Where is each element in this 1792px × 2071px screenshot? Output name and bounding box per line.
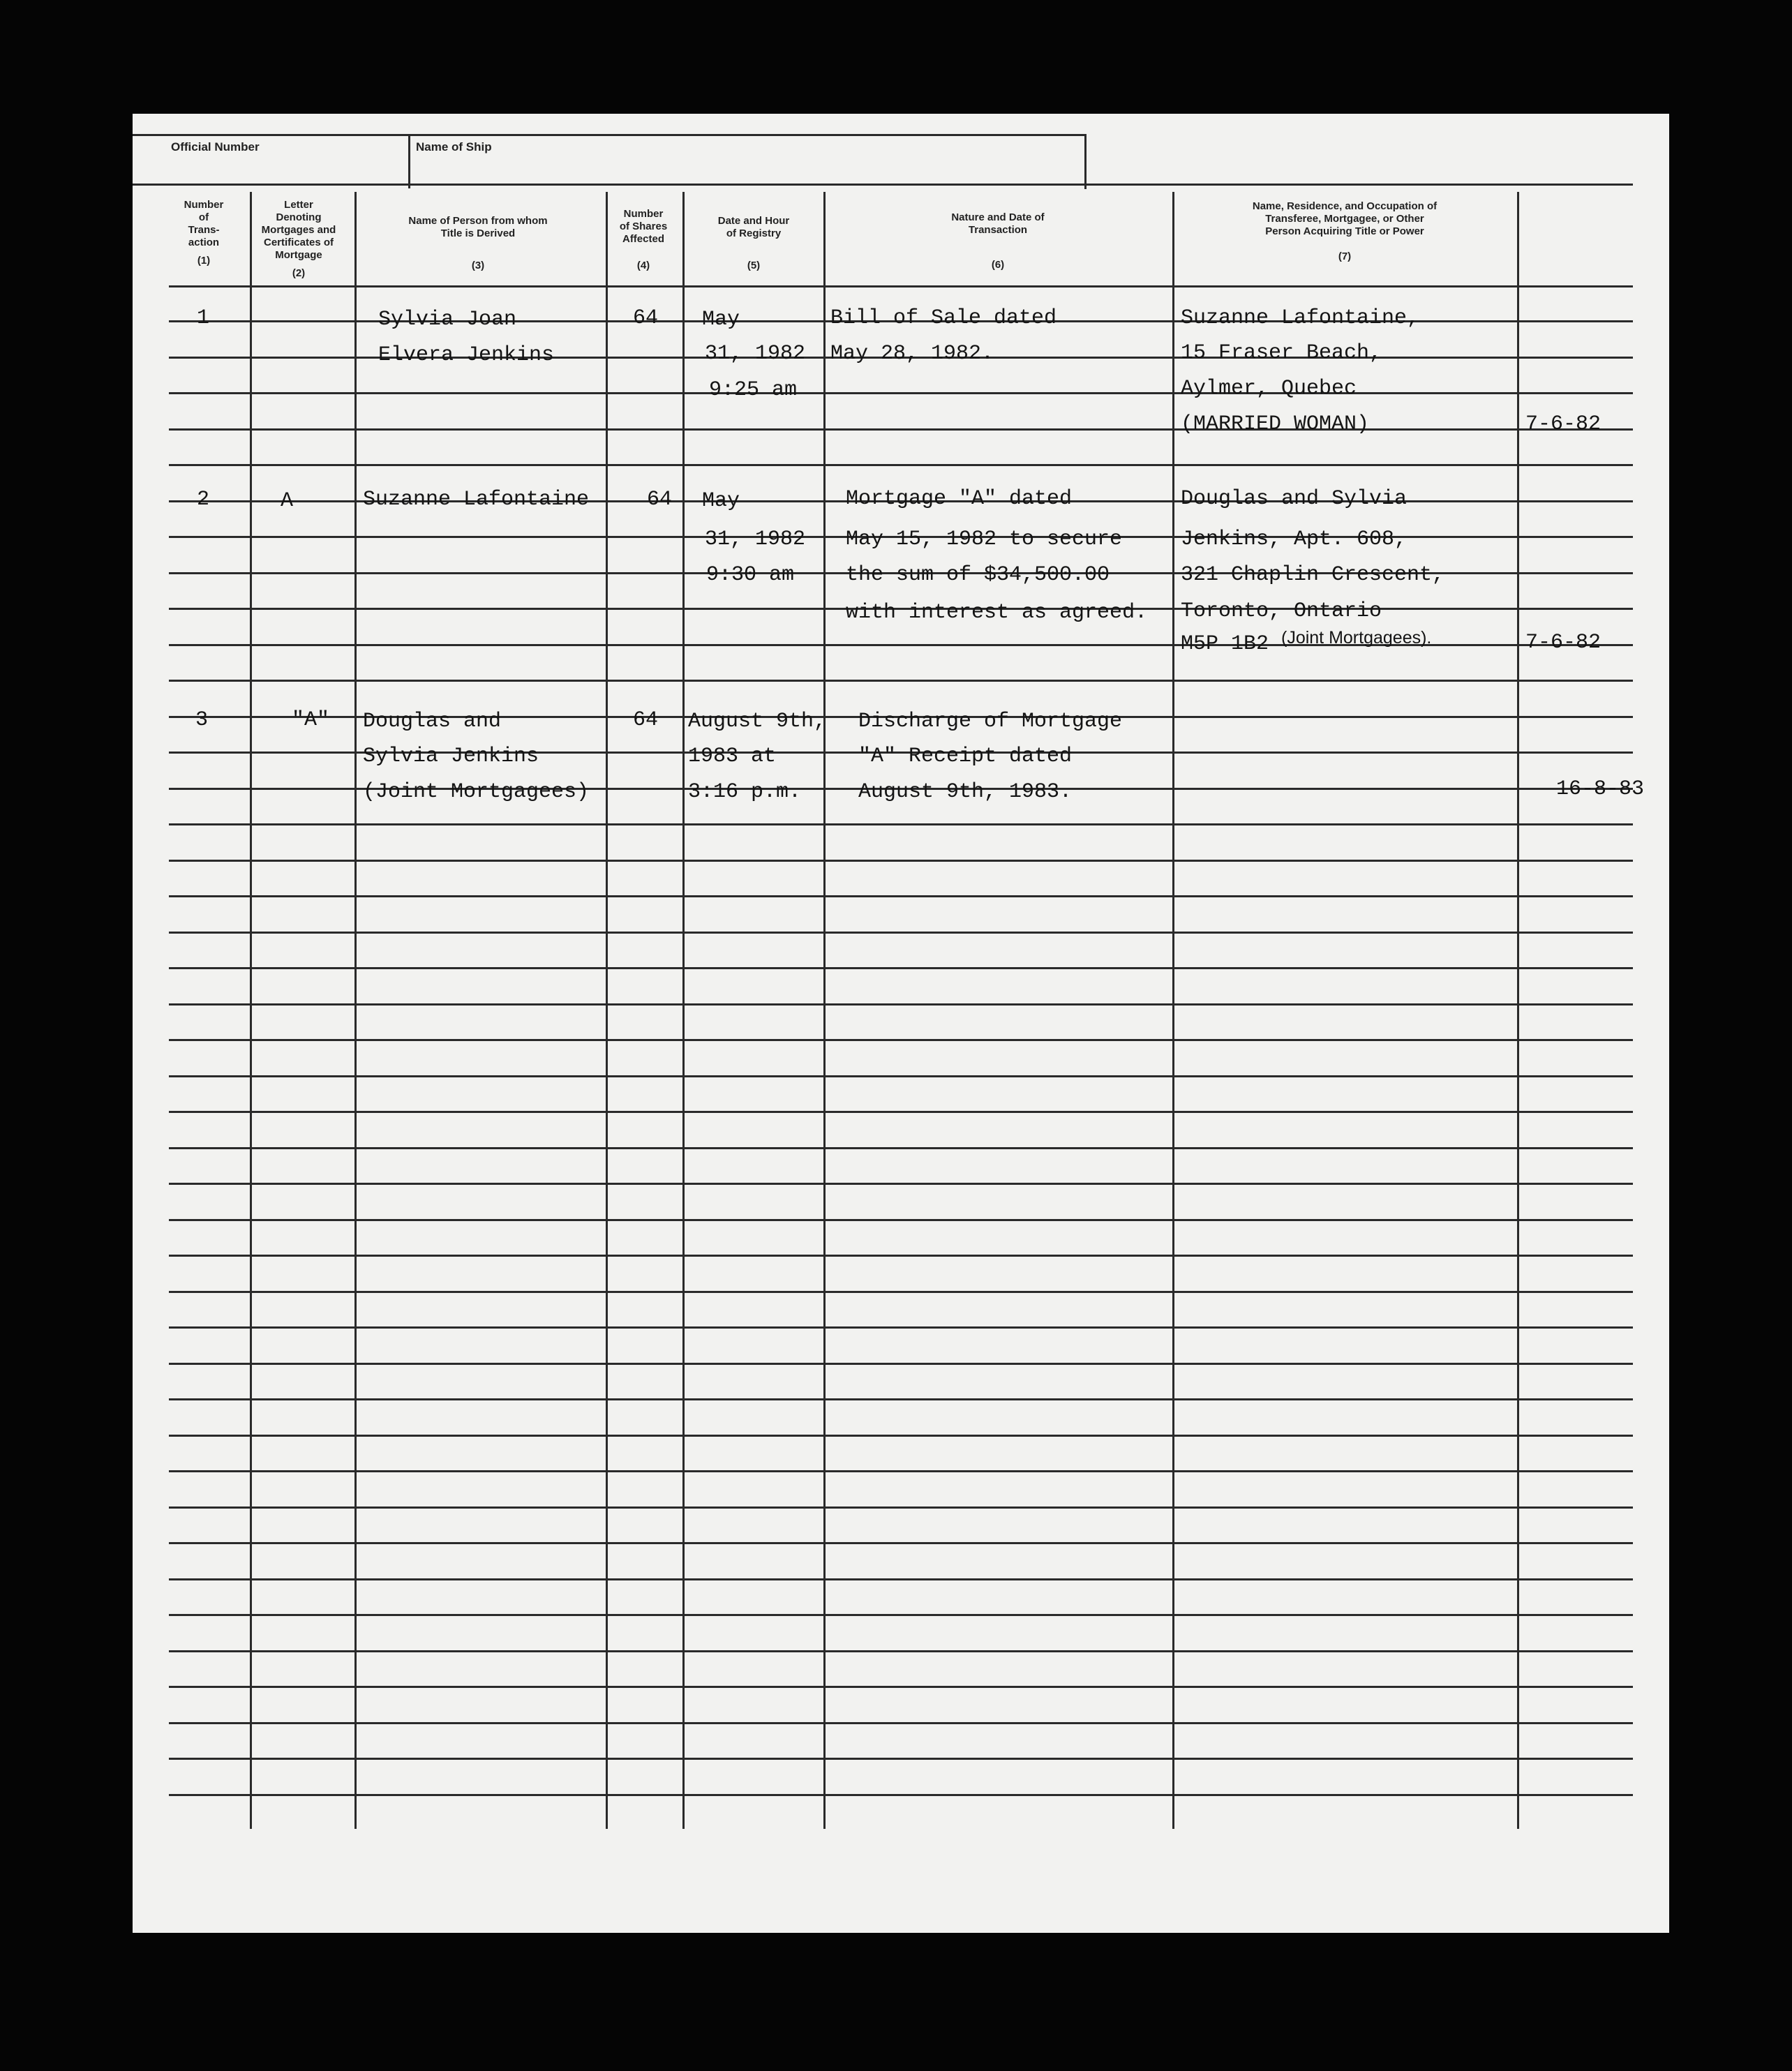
ledger-row-rule [169,1326,1633,1329]
register-sheet [133,114,1669,1933]
ledger-row-rule [169,1542,1633,1544]
ledger-row-rule [169,932,1633,934]
entry-nature-line: May 15, 1982 to secure [846,528,1123,551]
entry-registry-line: 9:30 am [706,563,795,587]
entry-letter: A [281,489,294,513]
column-number: (6) [991,259,1005,271]
ledger-row-rule [169,1219,1633,1221]
ledger-row-rule [169,428,1633,431]
ledger-row-rule [169,464,1633,466]
ledger-row-rule [169,1398,1633,1400]
entry-registry-line: 1983 at [688,745,777,768]
entry-nature-line: Mortgage "A" dated [846,487,1073,511]
column-rule [1517,192,1519,1829]
ledger-row-rule [169,1686,1633,1688]
ledger-row-rule [169,1075,1633,1077]
entry-date-entered: 16-8-83 [1556,777,1645,801]
column-title: Letter Denoting Mortgages and Certificates of Mortgage [261,199,336,261]
ledger-row-rule [169,823,1633,825]
column-title: Number of Trans- action [184,199,224,248]
entry-from-person-line: Sylvia Joan [378,308,517,331]
column-header-shares [610,208,677,272]
entry-number: 2 [197,488,210,511]
entry-shares: 64 [633,306,659,330]
column-number: (5) [747,260,761,271]
entry-shares: 64 [633,708,659,732]
entry-transferee-line: Suzanne Lafontaine, [1181,306,1420,330]
ledger-row-rule [169,1794,1633,1796]
header-top-rule [133,134,1087,136]
ledger-row-rule [169,1722,1633,1724]
column-rule [1172,192,1174,1829]
ledger-row-rule [169,1614,1633,1616]
entry-number: 1 [197,306,210,330]
column-header-registry [687,215,821,272]
entry-nature-line: the sum of $34,500.00 [846,563,1110,587]
entry-transferee-line: Jenkins, Apt. 608, [1181,528,1408,551]
ledger-row-rule [169,285,1633,287]
entry-date-entered: 7-6-82 [1525,412,1601,436]
entry-transferee-note: (Joint Mortgagees). [1281,628,1432,648]
entry-letter: "A" [292,708,330,732]
entry-registry-line: May [702,489,740,513]
column-title: Date and Hour of Registry [717,215,790,239]
column-number: (7) [1338,251,1352,262]
entry-nature-line: with interest as agreed. [846,601,1148,625]
entry-from-person-line: Douglas and [363,710,502,733]
entry-transferee-line: (MARRIED WOMAN) [1181,412,1370,436]
ledger-row-rule [169,1039,1633,1041]
ledger-row-rule [169,1363,1633,1365]
column-header-mortgage-letter [253,199,345,280]
ledger-row-rule [169,392,1633,394]
entry-transferee-line: 321 Chaplin Crescent, [1181,563,1445,587]
entry-registry-line: 3:16 p.m. [688,780,802,804]
entry-date-entered: 7-6-82 [1525,631,1601,655]
ledger-row-rule [169,1435,1633,1437]
column-number: (3) [471,260,485,271]
ledger-row-rule [169,1578,1633,1580]
ledger-row-rule [169,1291,1633,1293]
entry-nature-line: Bill of Sale dated [830,306,1057,330]
entry-from-person-line: Elvera Jenkins [378,343,555,367]
entry-shares: 64 [647,488,673,511]
entry-transferee-line: Aylmer, Quebec [1181,377,1357,401]
column-rule [606,192,608,1829]
entry-registry-line: 31, 1982 [705,342,806,366]
column-title: Number of Shares Affected [619,208,668,245]
entry-nature-line: "A" Receipt dated [858,745,1073,768]
column-rule [823,192,826,1829]
column-number: (1) [197,255,211,267]
header-bottom-rule [133,184,1633,186]
entry-from-person-line: Suzanne Lafontaine [363,488,590,511]
ledger-row-rule [169,1506,1633,1509]
entry-transferee-line: 15 Fraser Beach, [1181,341,1382,365]
entry-number: 3 [195,708,209,732]
ledger-row-rule [169,680,1633,682]
entry-registry-line: 9:25 am [709,378,798,402]
ship-box-right-rule [1084,134,1087,189]
entry-registry-line: 31, 1982 [705,528,806,551]
ledger-row-rule [169,967,1633,969]
entry-registry-line: August 9th, [688,710,827,733]
ledger-row-rule [169,1111,1633,1113]
column-title: Name of Person from whom Title is Derived [408,215,548,239]
entry-nature-line: August 9th, 1983. [858,780,1073,804]
entry-nature-line: May 28, 1982. [830,342,994,366]
column-header-from-person [357,215,599,272]
column-header-nature [828,211,1168,271]
ledger-row-rule [169,1470,1633,1472]
column-number: (4) [636,260,650,271]
ledger-row-rule [169,1003,1633,1005]
ledger-row-rule [169,1650,1633,1652]
column-title: Name, Residence, and Occupation of Transferee, Mortgagee, or Other Person Acquiring Title or Power [1252,200,1438,237]
ledger-row-rule [169,1758,1633,1760]
entry-transferee-line: Toronto, Ontario [1181,599,1382,623]
entry-transferee-line: M5P 1B2 [1181,632,1269,656]
official-number-label: Official Number [171,140,260,154]
ledger-row-rule [169,1255,1633,1257]
entry-registry-line: May [702,308,740,331]
ledger-row-rule [169,895,1633,897]
entry-transferee-line: Douglas and Sylvia [1181,487,1408,511]
column-header-transaction-number [167,199,240,267]
column-number: (2) [292,267,306,279]
column-header-transferee [1175,200,1514,263]
name-of-ship-label: Name of Ship [416,140,492,154]
ledger-row-rule [169,860,1633,862]
ledger-row-rule [169,1183,1633,1185]
column-rule [354,192,357,1829]
entry-from-person-line: (Joint Mortgagees) [363,780,590,804]
entry-from-person-line: Sylvia Jenkins [363,745,539,768]
column-rule [250,192,252,1829]
ledger-row-rule [169,1147,1633,1149]
column-rule [682,192,685,1829]
column-title: Nature and Date of Transaction [951,211,1045,236]
entry-nature-line: Discharge of Mortgage [858,710,1123,733]
ship-box-left-rule [408,135,410,188]
